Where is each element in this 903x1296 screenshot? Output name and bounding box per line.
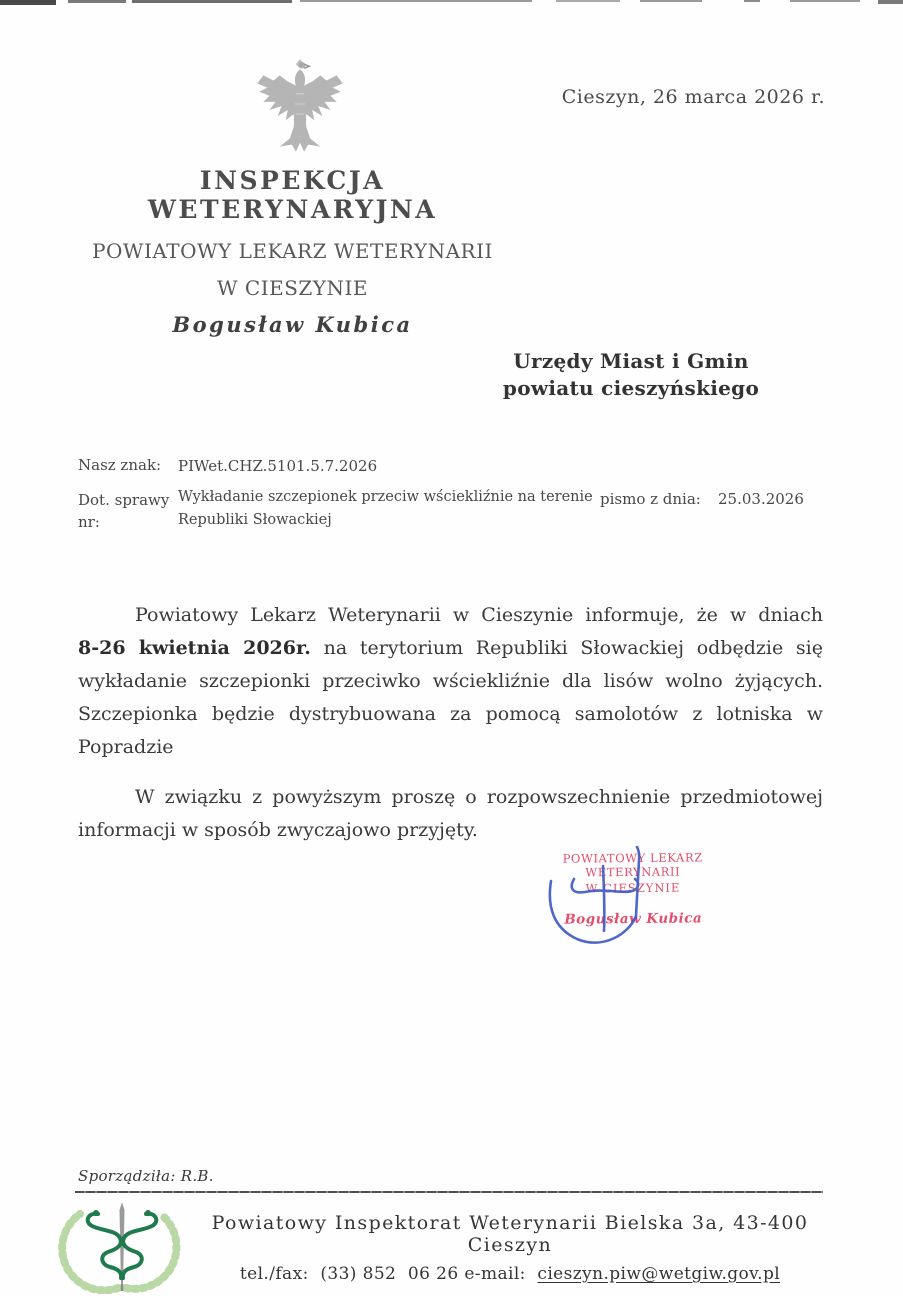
- letter-date: Cieszyn, 26 marca 2026 r.: [561, 86, 825, 108]
- footer-address: Powiatowy Inspektorat Weterynarii Bielska 3a, 43-400 Cieszyn: [211, 1212, 809, 1256]
- letter-date-label: pismo z dnia:: [600, 490, 701, 508]
- footer-contact-line: [170, 1264, 850, 1284]
- office-title-line1: POWIATOWY LEKARZ WETERYNARII: [92, 239, 493, 263]
- office-title-line2: W CIESZYNIE: [216, 276, 369, 300]
- body-p1-line4: Szczepionka będzie dystrybuowana za pomocą samolotów z lotniska w Popradzie: [78, 703, 823, 758]
- letter-body: [78, 599, 823, 847]
- letter-date-value: 25.03.2026: [718, 490, 804, 508]
- stamp-line2: W CIESZYNIE: [585, 880, 681, 896]
- polish-eagle-emblem-icon: [248, 53, 352, 165]
- body-bold-dates: 8-26 kwietnia 2026r.: [78, 637, 311, 659]
- footer-contact-block: [170, 1212, 850, 1284]
- case-ref-label-line2: nr:: [78, 513, 100, 531]
- addressee-line2: powiatu cieszyńskiego: [502, 376, 760, 400]
- officer-name: Bogusław Kubica: [172, 312, 413, 337]
- body-p2-line1: W związku z powyższym proszę o rozpowszechnienie przedmiotowej: [135, 786, 823, 808]
- case-ref-value-line1: Wykładanie szczepionek przeciw wściekliźnie na terenie: [178, 489, 593, 505]
- prepared-by: Sporządziła: R.B.: [78, 1167, 214, 1185]
- case-ref-value-line2: Republiki Słowackiej: [178, 512, 332, 528]
- body-p1-line2-rest: na terytorium Republiki Słowackiej odbędzie się: [310, 637, 823, 659]
- body-p1-line3: wykładanie szczepionki przeciwko wściekliźnie dla lisów wolno żyjących.: [78, 670, 823, 692]
- footer-divider: [75, 1191, 823, 1193]
- addressee-block: [500, 348, 762, 402]
- letterhead: [55, 166, 530, 337]
- official-stamp: [527, 850, 740, 928]
- stamp-line1: POWIATOWY LEKARZ WETERYNARII: [562, 850, 703, 880]
- body-p2-line2: informacji w sposób zwyczajowo przyjęty.: [78, 819, 478, 841]
- case-ref-label-line1: Dot. sprawy: [78, 491, 170, 509]
- organization-title: INSPEKCJA WETERYNARYJNA: [147, 166, 438, 224]
- veterinary-caduceus-icon: [58, 1198, 186, 1294]
- body-p1-line2: [78, 632, 823, 665]
- footer-telfax: tel./fax: (33) 852 06 26 e-mail:: [239, 1264, 538, 1284]
- our-ref-value: PIWet.CHZ.5101.5.7.2026: [178, 457, 378, 475]
- body-p1-line1: Powiatowy Lekarz Weterynarii w Cieszynie informuje, że w dniach: [135, 604, 823, 626]
- our-ref-label: Nasz znak:: [78, 456, 162, 474]
- footer-email-link: cieszyn.piw@wetgiw.gov.pl: [537, 1264, 781, 1284]
- addressee-line1: Urzędy Miast i Gmin: [513, 349, 749, 373]
- stamp-name: Bogusław Kubica: [564, 910, 703, 928]
